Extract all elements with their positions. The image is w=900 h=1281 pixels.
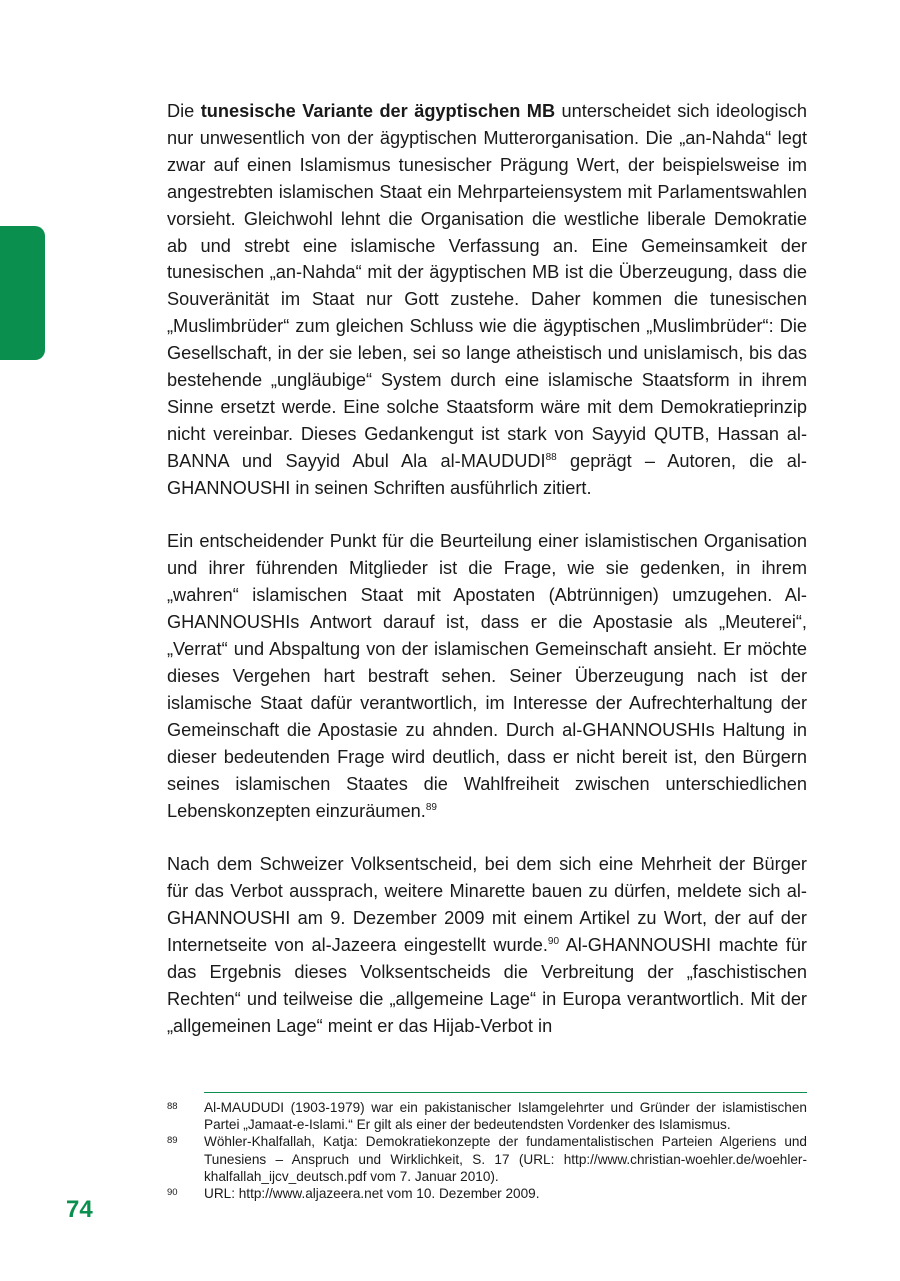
page-number: 74 — [66, 1196, 93, 1223]
footnote-number: 90 — [167, 1187, 178, 1199]
paragraph-3: Nach dem Schweizer Volksentscheid, bei dem sich eine Mehrheit der Bürger für das Verbot aussprach, weitere Minarette bauen zu dürfen, meldete sich al-GHANNOUSHI am 9. Dezember 2009 mit einem Artikel zu Wort, der auf der Internetseite von al-Jazeera eingestellt wurde.$^{90}$ Al-GHANNOUSHI machte für das Ergebnis dieses Volksentscheids die Verbreitung der „faschistischen Rechten“ und teilweise die „allgemeine Lage“ in Europa verantwortlich. Mit der „allgemeinen Lage“ meint er das Hijab-Verbot in — [167, 854, 807, 1036]
footnote-text: Wöhler-Khalfallah, Katja: Demokratiekonzepte der fundamentalistischen Parteien Algeriens und Tunesiens – Anspruch und Wirklichkeit, S. 17 (URL: http://www.christian-woehler.de/woehler-khalfallah_ijcv_deutsch.pdf vom 7. Januar 2010). — [204, 1134, 807, 1184]
footnote-ref-88[interactable]: 88 — [545, 451, 557, 463]
footnote-ref-90[interactable]: 90 — [547, 936, 560, 947]
footnote-text: URL: http://www.aljazeera.net vom 10. Dezember 2009. — [204, 1186, 540, 1202]
footnote-number: 89 — [167, 1135, 178, 1147]
footnote-divider — [204, 1092, 807, 1093]
footnote-89 — [167, 1133, 807, 1185]
footnote-90 — [167, 1185, 807, 1202]
footnote-88 — [167, 1099, 807, 1133]
bold-phrase: tunesische Variante der ägyptischen MB — [200, 101, 556, 121]
footnotes — [167, 1099, 807, 1202]
paragraph-1: Die tunesische Variante der ägyptischen MB unterscheidet sich ideologisch nur unwesentlich von der ägyptischen Mutterorganisation. Die „an-Nahda“ legt zwar auf einen Islamismus tunesischer Prägung Wert, der beispielsweise im angestrebten islamischen Staat ein Mehrparteiensystem mit Parlamentswahlen vorsieht. Gleichwohl lehnt die Organisation die westliche liberale Demokratie ab und strebt eine islamische Verfassung an. Eine Gemeinsamkeit der tunesischen „an-Nahda“ mit der ägyptischen MB ist die Überzeugung, dass die Souveränität im Staat nur Gott zustehe. Daher kommen die tunesischen „Muslimbrüder“ zum gleichen Schluss wie die ägyptischen „Muslimbrüder“: Die Gesellschaft, in der sie leben, sei so lange atheistisch und unislamisch, bis das bestehende „ungläubige“ System durch eine islamische Staatsform in ihrem Sinne ersetzt werde. Eine solche Staatsform wäre mit dem Demokratieprinzip nicht vereinbar. Dieses Gedankengut ist stark von Sayyid QUTB, Hassan al-BANNA und Sayyid Abul Ala al-MAUDUDI$^{88}$ geprägt – Autoren, die al-GHANNOUSHI in seinen Schriften ausführlich zitiert. — [167, 101, 807, 498]
chapter-side-tab — [0, 226, 45, 360]
main-text — [167, 98, 807, 1067]
paragraph-2: Ein entscheidender Punkt für die Beurteilung einer islamistischen Organisation und ihrer führenden Mitglieder ist die Frage, wie sie gedenken, in ihrem „wahren“ islamischen Staat mit Apostaten (Abtrünnigen) umzugehen. Al-GHANNOUSHIs Antwort darauf ist, dass er die Apostasie als „Meuterei“, „Verrat“ und Abspaltung von der islamischen Gemeinschaft ansieht. Er möchte dieses Vergehen hart bestraft sehen. Seiner Überzeugung nach ist der islamische Staat dafür verantwortlich, im Interesse der Aufrechterhaltung der Gemeinschaft die Apostasie zu ahnden. Durch al-GHANNOUSHIs Haltung in dieser bedeutenden Frage wird deutlich, dass er nicht bereit ist, den Bürgern seines islamischen Staates die Wahlfreiheit zwischen unterschiedlichen Lebenskonzepten einzuräumen.$^{89}$ — [167, 531, 807, 821]
footnote-number: 88 — [167, 1101, 178, 1112]
footnote-ref-89[interactable]: 89 — [425, 801, 437, 813]
footnote-text: Al-MAUDUDI (1903-1979) war ein pakistanischer Islamgelehrter und Gründer der islamistischen Partei „Jamaat-e-Islami.“ Er gilt als einer der bedeutendsten Vordenker des Islamismus. — [204, 1100, 807, 1133]
